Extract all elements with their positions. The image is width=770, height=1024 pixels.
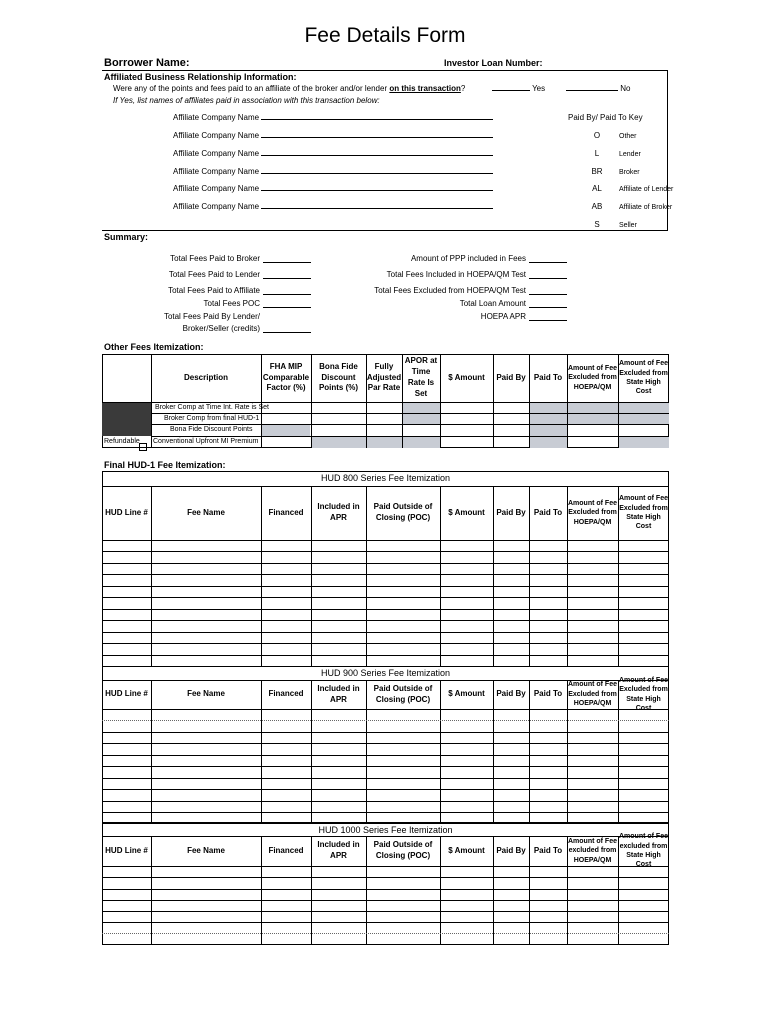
row-divider [102,586,669,587]
col-header: Paid Outside of Closing (POC) [373,502,433,522]
affiliate-note: If Yes, list names of affiliates paid in association with this transaction below: [113,96,380,105]
summary-label: Total Fees Paid to Lender [168,270,260,279]
row-divider [102,766,669,767]
row-divider [102,540,669,541]
col-header: $ Amount [448,507,485,517]
key-code: L [594,149,600,158]
question-mark: ? [460,84,466,93]
row-divider [102,732,669,733]
col-header: Amount of Fee Excluded from HOEPA/QM [568,681,617,708]
affiliated-heading: Affiliated Business Relationship Information: [104,72,297,82]
row-divider [102,877,669,878]
col-header: Amount of Fee excluded from HOEPA/QM [568,837,617,864]
row-divider [102,655,669,656]
hud-800-title: HUD 800 Series Fee Itemization [320,473,451,483]
affiliate-company-row[interactable] [173,184,493,193]
affiliate-company-label: Affiliate Company Name [173,202,260,211]
summary-label: Broker/Seller (credits) [182,324,260,333]
summary-label: Total Fees POC [203,299,260,308]
col-header: Paid Outside of Closing (POC) [373,840,433,860]
col-header: Amount of Fee Excluded from State High Cost [619,495,668,531]
col-header: Amount of Fee excluded from State High Cost [619,833,668,869]
row-divider [102,778,669,779]
question-emphasis: on this transaction [389,84,461,93]
affiliate-company-label: Affiliate Company Name [173,149,260,158]
hud-1000-title: HUD 1000 Series Fee Itemization [318,825,453,835]
summary-field[interactable] [529,294,567,295]
row-divider [102,933,669,934]
col-header: Fee Name [187,845,225,855]
other-fees-heading: Other Fees Itemization: [104,342,204,352]
summary-field[interactable] [529,262,567,263]
row-divider [102,643,669,644]
col-header: Paid To [533,372,563,382]
row-divider [102,743,669,744]
affiliate-company-label: Affiliate Company Name [173,167,260,176]
investor-loan-number-label: Investor Loan Number: [444,58,543,68]
hud-900-title: HUD 900 Series Fee Itemization [320,668,451,678]
col-header: Paid Outside of Closing (POC) [373,683,433,704]
col-header: Included in APR [317,683,360,704]
header-rule [102,70,668,71]
row-divider [102,900,669,901]
key-code: O [593,131,601,140]
row-divider [151,436,669,437]
fee-row-label: Broker Comp at Time Int. Rate is Set [155,404,269,411]
row-divider [102,720,669,721]
row-divider [102,922,669,923]
col-header: Financed [268,689,304,699]
row-divider [102,789,669,790]
summary-label: Total Fees Included in HOEPA/QM Test [386,270,526,279]
affiliate-company-row[interactable] [173,131,493,140]
hud-heading: Final HUD-1 Fee Itemization: [104,460,226,470]
affiliate-company-row[interactable] [173,167,493,176]
summary-field[interactable] [263,278,311,279]
col-header: HUD Line # [105,689,148,699]
summary-field[interactable] [263,294,311,295]
gray-fill [261,424,310,436]
affiliate-company-row[interactable] [173,202,493,211]
row-divider [102,709,669,710]
col-header: Amount of Fee Excluded from HOEPA/QM [568,499,617,526]
key-label: Affiliate of Lender [619,186,674,193]
col-header: Bona Fide Discount Points (%) [318,361,359,393]
summary-heading: Summary: [104,232,149,242]
summary-label: Total Fees Paid to Broker [170,254,260,263]
no-option[interactable] [566,84,630,93]
borrower-name-label: Borrower Name: [104,57,190,69]
fee-row-label: Bona Fide Discount Points [170,426,253,433]
affiliate-company-label: Affiliate Company Name [173,184,260,193]
col-header: Amount of Fee Excluded from HOEPA/QM [568,364,617,391]
affiliate-company-row[interactable] [173,113,493,122]
row-divider [102,620,669,621]
col-header: Financed [268,507,304,517]
row-divider [102,812,669,813]
col-header: Amount of Fee Excluded from State High Cost [619,360,668,396]
col-header: Included in APR [317,840,360,860]
summary-field[interactable] [529,307,567,308]
refundable-label: Refundable [104,438,140,445]
summary-field[interactable] [263,332,311,333]
key-code: BR [591,167,603,176]
summary-label: Amount of PPP included in Fees [410,254,526,263]
row-divider [102,574,669,575]
affiliate-question [113,84,465,93]
gray-fill [618,436,669,448]
summary-field[interactable] [263,307,311,308]
col-header: Paid By [496,372,526,382]
col-header: Fee Name [187,507,225,517]
col-header: Paid To [533,845,563,855]
col-header: Amount of Fee Excluded from State High Cost [619,676,668,712]
affiliate-company-label: Affiliate Company Name [173,131,260,140]
row-divider [102,563,669,564]
fee-row-label: Broker Comp from final HUD-1 [164,415,260,422]
col-header: Included in APR [317,502,360,522]
col-header: HUD Line # [105,845,148,855]
row-divider [102,551,669,552]
col-header: Paid By [496,689,526,699]
yes-option[interactable] [492,84,545,93]
gray-fill [311,436,440,448]
key-label: Lender [619,151,641,158]
row-divider [102,889,669,890]
col-header: Paid To [533,689,563,699]
fee-row-label: Conventional Upfront MI Premium [153,438,259,445]
row-divider [151,413,669,414]
row-divider [102,609,669,610]
question-text: Were any of the points and fees paid to an affiliate of the broker and/or lender [113,84,390,93]
row-divider [102,801,669,802]
col-header: APOR at Time Rate Is Set [404,356,438,398]
col-header: Fee Name [187,689,225,699]
row-divider [151,424,669,425]
row-divider [102,866,669,867]
summary-label: Total Fees Paid By Lender/ [163,312,260,321]
dark-fill [102,402,151,436]
key-code: AL [592,184,602,193]
col-header: Paid To [533,507,563,517]
summary-label: Total Fees Paid to Affiliate [168,286,260,295]
col-header: Description [183,372,228,382]
key-code: AB [591,202,603,211]
row-divider [102,755,669,756]
col-header: Paid By [496,845,526,855]
col-header: $ Amount [448,845,485,855]
summary-label: Total Fees Excluded from HOEPA/QM Test [374,286,526,295]
affiliate-box-bottom [102,230,668,231]
key-label: Other [619,133,637,140]
affiliate-company-label: Affiliate Company Name [173,113,260,122]
summary-field[interactable] [529,278,567,279]
col-header: Fully Adjusted Par Rate [366,361,402,393]
col-header: FHA MIP Comparable Factor (%) [262,361,310,393]
yes-label: Yes [532,84,546,93]
key-label: Seller [619,222,637,229]
key-code: S [594,220,600,229]
summary-label: Total Loan Amount [459,299,526,308]
col-header: Financed [268,845,304,855]
key-label: Broker [619,169,640,176]
col-header: $ Amount [448,689,485,699]
row-divider [102,402,669,403]
row-divider [102,597,669,598]
summary-field[interactable] [529,320,567,321]
key-label: Affiliate of Broker [619,204,673,211]
affiliate-company-row[interactable] [173,149,493,158]
summary-label: HOEPA APR [480,312,526,321]
refundable-checkbox[interactable] [139,438,147,456]
col-header: $ Amount [448,372,485,382]
no-label: No [620,84,631,93]
row-divider [102,911,669,912]
row-divider [102,632,669,633]
summary-field[interactable] [263,262,311,263]
paid-key-title: Paid By/ Paid To Key [568,113,643,122]
col-header: HUD Line # [105,507,148,517]
page-title: Fee Details Form [304,24,466,47]
col-header: Paid By [496,507,526,517]
